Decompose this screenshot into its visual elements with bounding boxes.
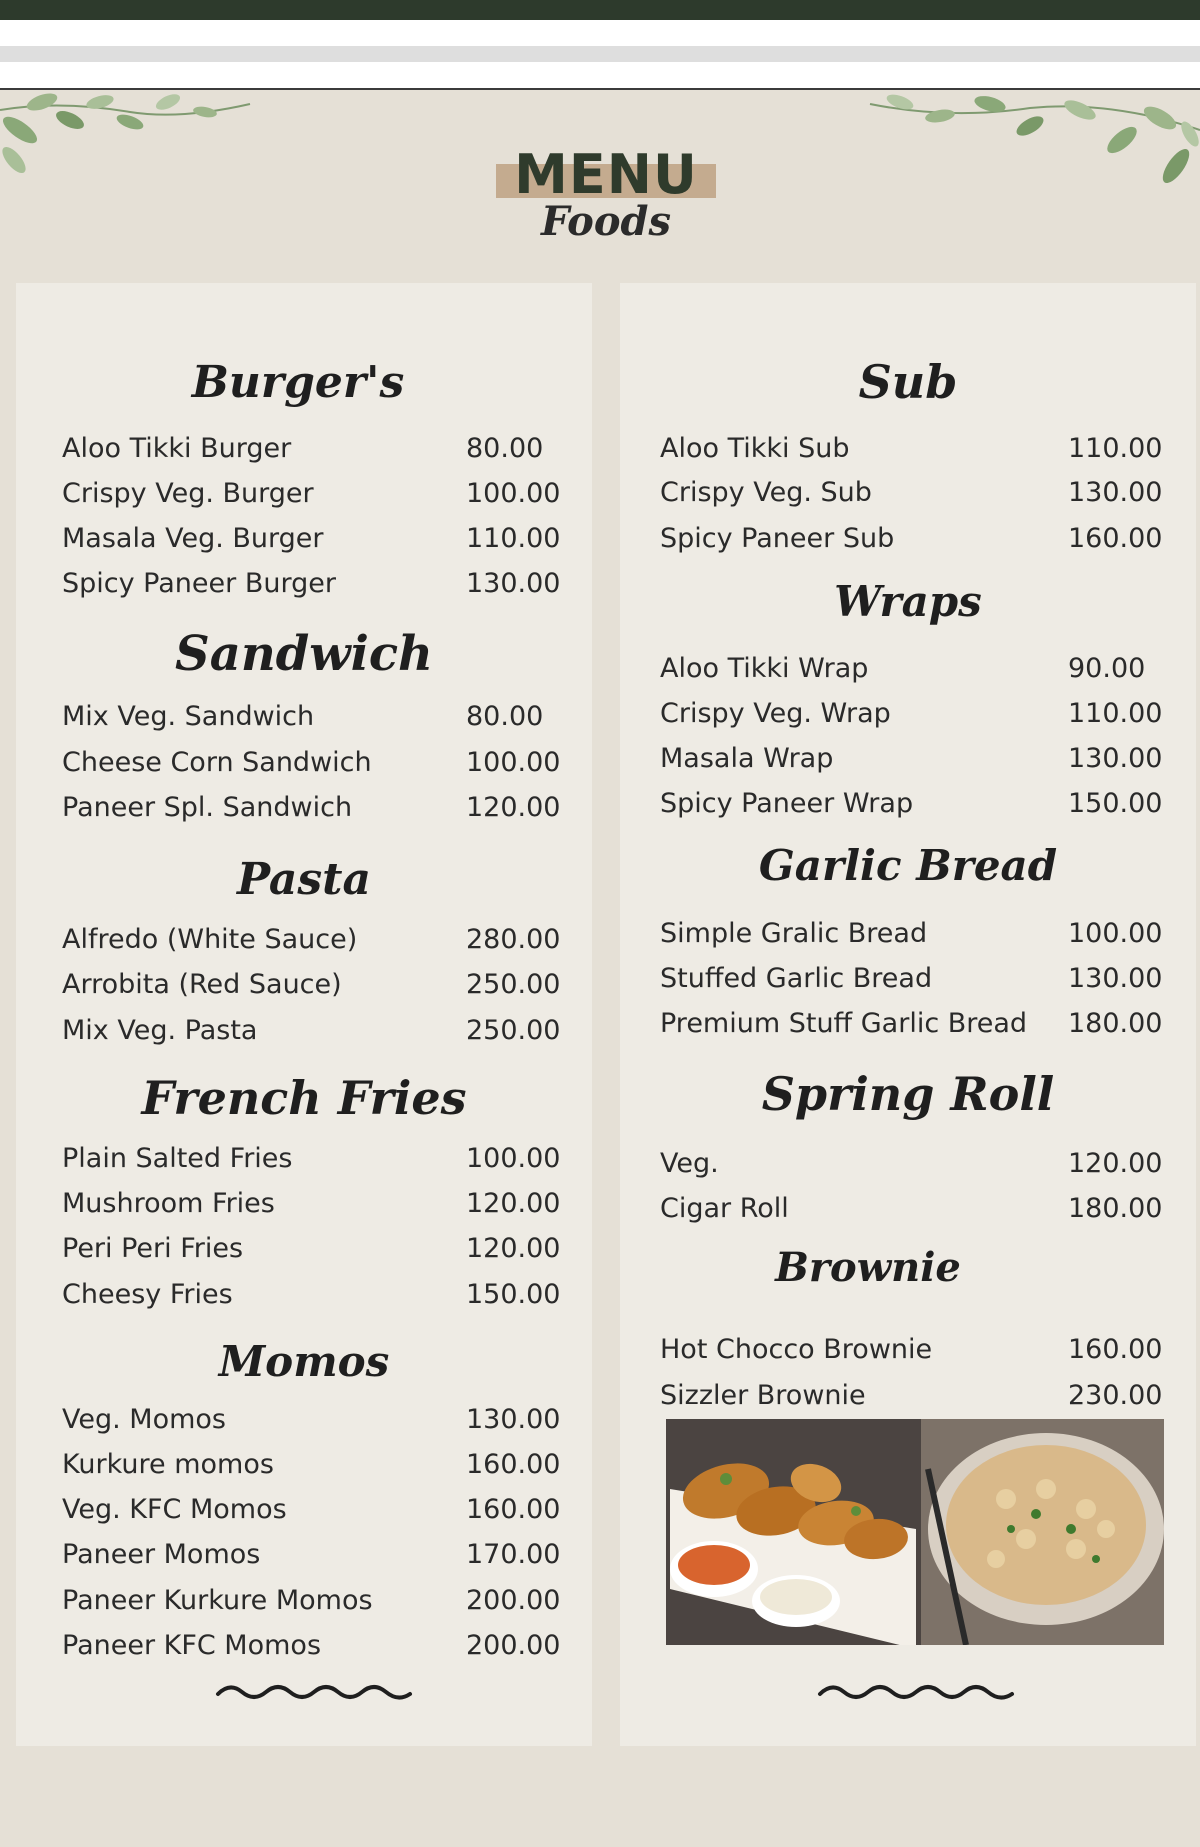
- leaf-corner-decoration: [860, 90, 1200, 200]
- menu-item-price: 160.00: [1068, 1334, 1163, 1365]
- squiggle-divider: [214, 1680, 414, 1704]
- top-bar: [0, 0, 1200, 20]
- top-strip: [0, 46, 1200, 62]
- menu-item-price: 120.00: [466, 1233, 561, 1264]
- menu-item-price: 250.00: [466, 969, 561, 1000]
- section-heading-sub: Sub: [858, 355, 958, 409]
- menu-item-name: Cigar Roll: [660, 1193, 789, 1224]
- menu-item-name: Spicy Paneer Wrap: [660, 788, 914, 819]
- food-photo: [666, 1419, 1164, 1645]
- menu-item-name: Cheese Corn Sandwich: [62, 747, 372, 778]
- menu-item-price: 180.00: [1068, 1193, 1163, 1224]
- right-menu-column: [620, 283, 1196, 1746]
- menu-item-name: Crispy Veg. Wrap: [660, 698, 891, 729]
- menu-item-price: 160.00: [466, 1494, 561, 1525]
- menu-item-price: 100.00: [1068, 918, 1163, 949]
- menu-item-name: Crispy Veg. Sub: [660, 477, 872, 508]
- menu-item-name: Veg. KFC Momos: [62, 1494, 287, 1525]
- menu-item-price: 160.00: [1068, 523, 1163, 554]
- menu-item-price: 200.00: [466, 1630, 561, 1661]
- menu-item-price: 250.00: [466, 1015, 561, 1046]
- menu-item-price: 230.00: [1068, 1380, 1163, 1411]
- menu-item-price: 120.00: [1068, 1148, 1163, 1179]
- menu-item-price: 110.00: [1068, 698, 1163, 729]
- section-heading-wraps: Wraps: [834, 577, 982, 626]
- menu-item-price: 200.00: [466, 1585, 561, 1616]
- menu-item-name: Paneer KFC Momos: [62, 1630, 322, 1661]
- menu-item-price: 130.00: [466, 568, 561, 599]
- menu-item-name: Paneer Kurkure Momos: [62, 1585, 373, 1616]
- menu-item-name: Hot Chocco Brownie: [660, 1334, 933, 1365]
- menu-item-name: Simple Gralic Bread: [660, 918, 928, 949]
- left-menu-column: [16, 283, 592, 1746]
- menu-item-name: Kurkure momos: [62, 1449, 274, 1480]
- menu-item-price: 170.00: [466, 1539, 561, 1570]
- section-heading-spring-roll: Spring Roll: [761, 1067, 1055, 1121]
- menu-item-price: 150.00: [466, 1279, 561, 1310]
- leaf-corner-decoration: [0, 90, 260, 180]
- section-heading-sandwich: Sandwich: [175, 626, 433, 682]
- section-heading-momos: Momos: [218, 1337, 390, 1386]
- menu-item-price: 100.00: [466, 747, 561, 778]
- menu-item-name: Paneer Spl. Sandwich: [62, 792, 353, 823]
- menu-item-name: Arrobita (Red Sauce): [62, 969, 342, 1000]
- menu-item-name: Cheesy Fries: [62, 1279, 233, 1310]
- menu-item-name: Crispy Veg. Burger: [62, 478, 314, 509]
- menu-item-name: Mushroom Fries: [62, 1188, 275, 1219]
- menu-item-price: 130.00: [466, 1404, 561, 1435]
- menu-item-name: Peri Peri Fries: [62, 1233, 244, 1264]
- menu-item-name: Aloo Tikki Sub: [660, 433, 850, 464]
- menu-item-name: Veg. Momos: [62, 1404, 226, 1435]
- menu-item-name: Sizzler Brownie: [660, 1380, 866, 1411]
- menu-item-price: 130.00: [1068, 963, 1163, 994]
- section-heading-pasta: Pasta: [236, 854, 372, 905]
- menu-item-price: 120.00: [466, 792, 561, 823]
- menu-item-price: 80.00: [466, 701, 544, 732]
- menu-item-price: 110.00: [466, 523, 561, 554]
- menu-item-name: Plain Salted Fries: [62, 1143, 293, 1174]
- menu-item-price: 160.00: [466, 1449, 561, 1480]
- menu-item-name: Spicy Paneer Sub: [660, 523, 895, 554]
- page-subtitle: Foods: [540, 198, 672, 245]
- menu-item-name: Masala Veg. Burger: [62, 523, 324, 554]
- page-title: MENU: [514, 143, 698, 206]
- section-heading-french-fries: French Fries: [141, 1071, 467, 1125]
- menu-item-name: Paneer Momos: [62, 1539, 261, 1570]
- menu-item-price: 130.00: [1068, 477, 1163, 508]
- menu-item-name: Premium Stuff Garlic Bread: [660, 1008, 1028, 1039]
- menu-item-price: 130.00: [1068, 743, 1163, 774]
- menu-item-name: Mix Veg. Sandwich: [62, 701, 315, 732]
- menu-item-name: Veg.: [660, 1148, 719, 1179]
- top-strip: [0, 62, 1200, 88]
- menu-item-name: Mix Veg. Pasta: [62, 1015, 258, 1046]
- squiggle-divider: [816, 1680, 1016, 1704]
- menu-item-price: 100.00: [466, 478, 561, 509]
- top-strip: [0, 20, 1200, 46]
- menu-item-name: Aloo Tikki Burger: [62, 433, 292, 464]
- menu-item-price: 280.00: [466, 924, 561, 955]
- menu-item-name: Masala Wrap: [660, 743, 834, 774]
- menu-item-name: Aloo Tikki Wrap: [660, 653, 869, 684]
- menu-item-name: Alfredo (White Sauce): [62, 924, 358, 955]
- menu-item-price: 180.00: [1068, 1008, 1163, 1039]
- menu-item-price: 100.00: [466, 1143, 561, 1174]
- menu-item-price: 90.00: [1068, 653, 1146, 684]
- menu-item-price: 150.00: [1068, 788, 1163, 819]
- menu-item-price: 80.00: [466, 433, 544, 464]
- menu-item-name: Spicy Paneer Burger: [62, 568, 336, 599]
- section-heading-garlic-bread: Garlic Bread: [758, 841, 1058, 890]
- section-heading-burger-s: Burger's: [191, 357, 405, 408]
- menu-item-price: 120.00: [466, 1188, 561, 1219]
- menu-item-price: 110.00: [1068, 433, 1163, 464]
- section-heading-brownie: Brownie: [775, 1244, 961, 1291]
- menu-item-name: Stuffed Garlic Bread: [660, 963, 933, 994]
